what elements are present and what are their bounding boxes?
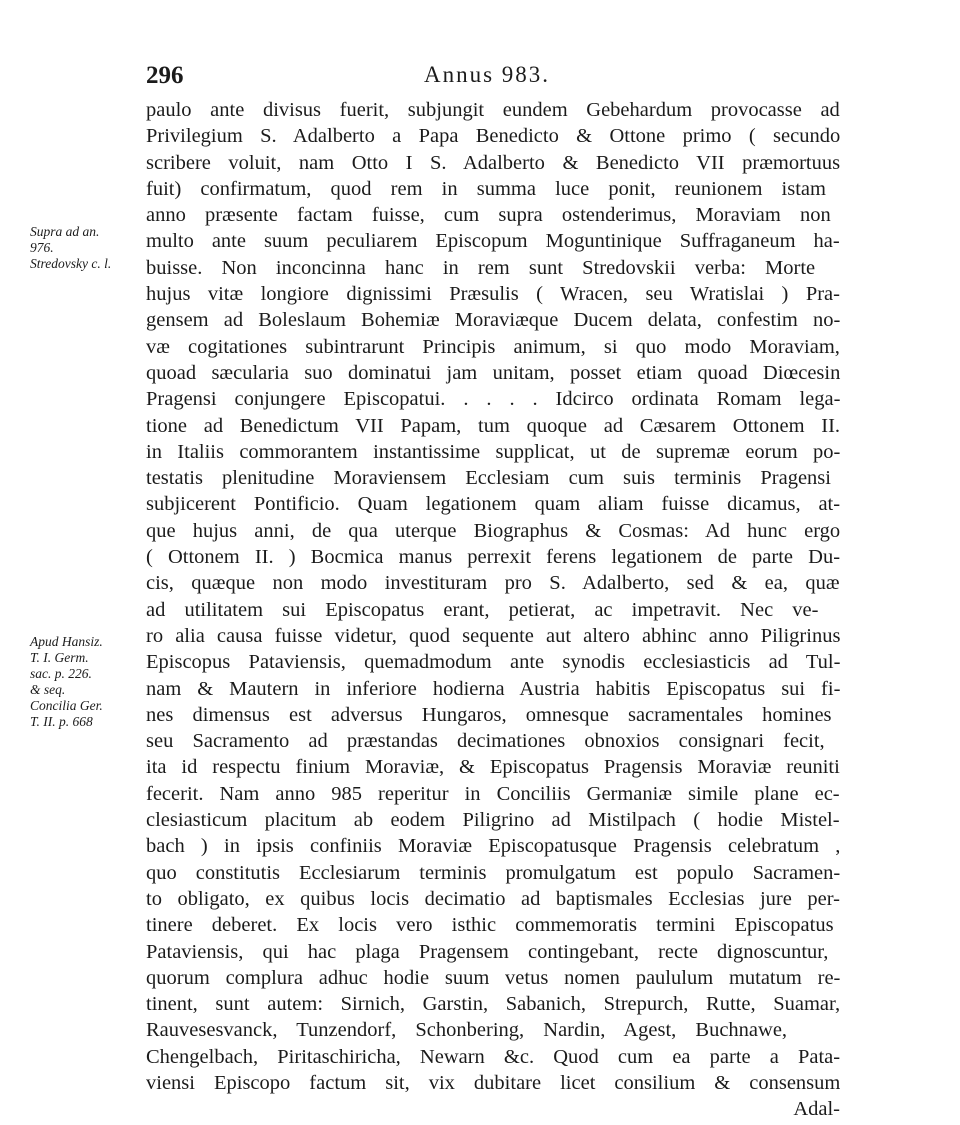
text-line: gensem ad Boleslaum Bohemiæ Moraviæque Ducem delata, confestim no- [146,309,841,332]
text-line: quoad sæcularia suo dominatui jam unitam, posset etiam quoad Diœcesin [146,361,841,384]
text-line: Privilegium S. Adalberto a Papa Benedicto & Ottone primo ( secundo [146,125,841,148]
text-line: fuit) confirmatum, quod rem in summa luce ponit, reunionem istam [146,177,826,200]
text-line: quo constitutis Ecclesiarum terminis promulgatum est populo Sacramen- [146,861,841,884]
margin-note-line: Stredovsky c. l. [30,256,112,271]
running-title: Annus 983. [424,62,551,87]
text-line: Adal- [793,1098,840,1121]
text-line: multo ante suum peculiarem Episcopum Moguntinique Suffraganeum ha- [146,230,840,253]
margin-note-supra [30,224,148,272]
text-line: Rauvesesvanck, Tunzendorf, Schonbering, Nardin, Agest, Buchnawe, [146,1019,788,1042]
text-line: subjicerent Pontificio. Quam legationem quam aliam fuisse dicamus, at- [146,493,841,516]
text-line: tione ad Benedictum VII Papam, tum quoque ad Cæsarem Ottonem II. [146,414,841,437]
text-line: ad utilitatem sui Episcopatus erant, petierat, ac impetravit. Nec ve- [146,598,819,621]
text-line: testatis plenitudine Moraviensem Ecclesiam cum suis terminis Pragensi [146,467,831,490]
text-line: ita id respectu finium Moraviæ, & Episcopatus Pragensis Moraviæ reuniti [146,756,840,779]
text-line: Pragensi conjungere Episcopatui. . . . . Idcirco ordinata Romam lega- [146,388,841,411]
margin-note-line: T. II. p. 668 [30,714,93,729]
margin-note-line: T. I. Germ. [30,650,89,665]
text-line: fecerit. Nam anno 985 reperitur in Conciliis Germaniæ simile plane ec- [146,782,840,805]
text-line: scribere voluit, nam Otto I S. Adalberto & Benedicto VII præmortuus [146,151,841,174]
margin-note-line: sac. p. 226. [30,666,92,681]
text-line: tinent, sunt autem: Sirnich, Garstin, Sabanich, Strepurch, Rutte, Suamar, [146,993,841,1016]
text-line: væ cogitationes subintrarunt Principis animum, si quo modo Moraviam, [146,335,840,358]
body-text [146,97,840,1123]
text-line: hujus vitæ longiore dignissimi Præsulis ( Wracen, seu Wratislai ) Pra- [146,283,840,306]
text-line: Pataviensis, qui hac plaga Pragensem contingebant, recte dignoscuntur, [146,940,829,963]
text-line: viensi Episcopo factum sit, vix dubitare licet consilium & consensum [146,1071,841,1094]
text-line: in Italiis commorantem instantissime supplicat, ut de supremæ eorum po- [146,440,841,463]
text-line: nam & Mautern in inferiore hodierna Austria habitis Episcopatus sui fi- [146,677,841,700]
margin-note-line: & seq. [30,682,66,697]
page-header [146,62,826,92]
text-line: ro alia causa fuisse videtur, quod sequente aut altero abhinc anno Piligrinus [146,624,841,647]
text-line: Chengelbach, Piritaschiricha, Newarn &c. Quod cum ea parte a Pata- [146,1045,841,1068]
text-line: Episcopus Pataviensis, quemadmodum ante synodis ecclesiasticis ad Tul- [146,651,841,674]
margin-note-line: 976. [30,240,54,255]
text-line: buisse. Non inconcinna hanc in rem sunt Stredovskii verba: Morte [146,256,816,279]
text-line: paulo ante divisus fuerit, subjungit eundem Gebehardum provocasse ad [146,99,840,121]
text-line: tinere deberet. Ex locis vero isthic commemoratis termini Episcopatus [146,914,834,937]
margin-note-apud [30,634,148,730]
page-number: 296 [146,62,184,89]
text-line: nes dimensus est adversus Hungaros, omnesque sacramentales homines [146,703,832,726]
margin-note-line: Concilia Ger. [30,698,103,713]
margin-note-line: Apud Hansiz. [30,634,103,649]
text-line: ( Ottonem II. ) Bocmica manus perrexit ferens legationem de parte Du- [146,546,841,569]
text-line: bach ) in ipsis confiniis Moraviæ Episcopatusque Pragensis celebratum , [146,835,841,858]
text-line: seu Sacramento ad præstandas decimationes obnoxios consignari fecit, [146,730,825,753]
margin-note-line: Supra ad an. [30,224,100,239]
text-line: clesiasticum placitum ab eodem Piligrino ad Mistilpach ( hodie Mistel- [146,809,840,832]
text-line: anno præsente factam fuisse, cum supra ostenderimus, Moraviam non [146,204,831,227]
text-line: que hujus anni, de qua uterque Biographus & Cosmas: Ad hunc ergo [146,519,841,542]
text-line: cis, quæque non modo investituram pro S. Adalberto, sed & ea, quæ [146,572,840,595]
text-line: quorum complura adhuc hodie suum vetus nomen paululum mutatum re- [146,966,841,989]
text-line: to obligato, ex quibus locis decimatio ad baptismales Ecclesias jure per- [146,887,840,910]
